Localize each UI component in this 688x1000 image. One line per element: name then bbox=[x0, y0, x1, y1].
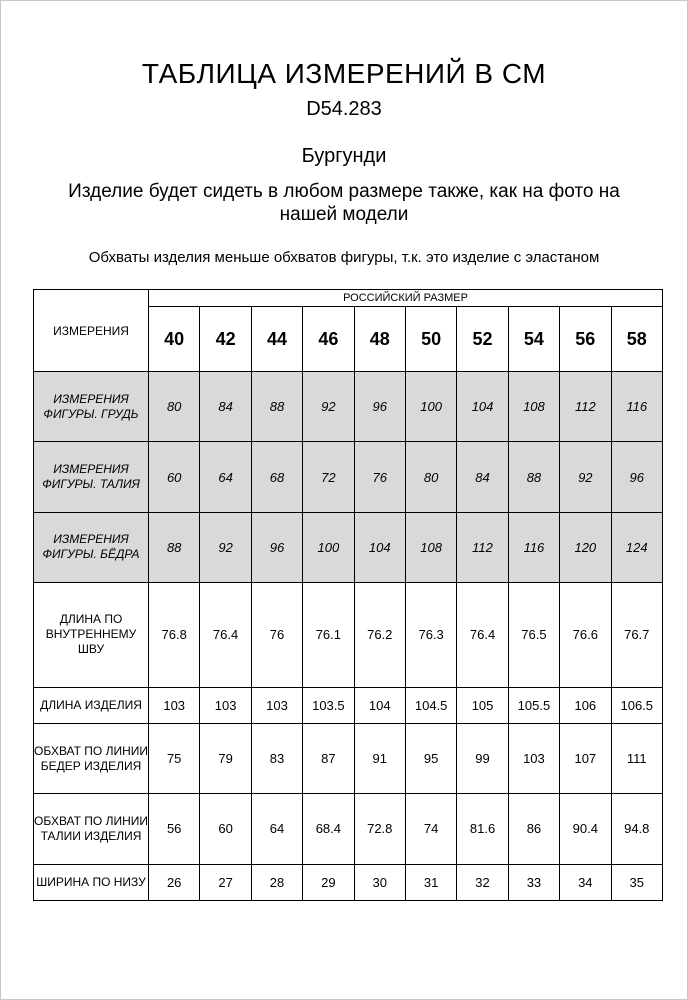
size-header: 52 bbox=[457, 307, 508, 372]
table-cell: 68 bbox=[251, 442, 302, 512]
table-cell: 108 bbox=[405, 512, 456, 582]
table-cell: 80 bbox=[149, 372, 200, 442]
table-cell: 105.5 bbox=[508, 687, 559, 723]
table-cell: 68.4 bbox=[303, 794, 354, 864]
row-label: ИЗМЕРЕНИЯ ФИГУРЫ. ТАЛИЯ bbox=[34, 442, 149, 512]
table-cell: 105 bbox=[457, 687, 508, 723]
table-cell: 99 bbox=[457, 723, 508, 793]
table-cell: 103 bbox=[508, 723, 559, 793]
table-cell: 92 bbox=[200, 512, 251, 582]
table-cell: 76.8 bbox=[149, 583, 200, 687]
table-cell: 91 bbox=[354, 723, 405, 793]
table-cell: 106 bbox=[560, 687, 611, 723]
table-cell: 72.8 bbox=[354, 794, 405, 864]
row-label: ДЛИНА ПО ВНУТРЕННЕМУ ШВУ bbox=[34, 583, 149, 687]
table-cell: 81.6 bbox=[457, 794, 508, 864]
row-label: ОБХВАТ ПО ЛИНИИ ТАЛИИ ИЗДЕЛИЯ bbox=[34, 794, 149, 864]
table-cell: 79 bbox=[200, 723, 251, 793]
article-number: D54.283 bbox=[306, 98, 382, 120]
table-cell: 72 bbox=[303, 442, 354, 512]
table-cell: 76 bbox=[354, 442, 405, 512]
table-row bbox=[34, 723, 663, 793]
table-cell: 88 bbox=[508, 442, 559, 512]
table-cell: 120 bbox=[560, 512, 611, 582]
table-cell: 88 bbox=[149, 512, 200, 582]
table-cell: 116 bbox=[611, 372, 662, 442]
table-row bbox=[34, 687, 663, 723]
color-name: Бургунди bbox=[301, 145, 387, 167]
table-cell: 86 bbox=[508, 794, 559, 864]
table-cell: 111 bbox=[611, 723, 662, 793]
size-table bbox=[33, 289, 663, 901]
table-cell: 87 bbox=[303, 723, 354, 793]
table-cell: 26 bbox=[149, 864, 200, 900]
table-cell: 96 bbox=[354, 372, 405, 442]
table-cell: 103 bbox=[200, 687, 251, 723]
table-cell: 75 bbox=[149, 723, 200, 793]
page-title: ТАБЛИЦА ИЗМЕРЕНИЙ В СМ bbox=[141, 58, 547, 89]
table-cell: 76 bbox=[251, 583, 302, 687]
table-cell: 107 bbox=[560, 723, 611, 793]
table-cell: 80 bbox=[405, 442, 456, 512]
size-header: 54 bbox=[508, 307, 559, 372]
table-cell: 76.4 bbox=[457, 583, 508, 687]
table-cell: 116 bbox=[508, 512, 559, 582]
table-cell: 112 bbox=[457, 512, 508, 582]
table-cell: 76.2 bbox=[354, 583, 405, 687]
table-cell: 34 bbox=[560, 864, 611, 900]
table-cell: 64 bbox=[200, 442, 251, 512]
table-cell: 90.4 bbox=[560, 794, 611, 864]
table-row bbox=[34, 512, 663, 582]
size-header: 58 bbox=[611, 307, 662, 372]
table-cell: 96 bbox=[611, 442, 662, 512]
table-cell: 29 bbox=[303, 864, 354, 900]
table-cell: 106.5 bbox=[611, 687, 662, 723]
table-cell: 104 bbox=[457, 372, 508, 442]
row-label: ИЗМЕРЕНИЯ ФИГУРЫ. БЁДРА bbox=[34, 512, 149, 582]
table-cell: 100 bbox=[303, 512, 354, 582]
table-cell: 76.6 bbox=[560, 583, 611, 687]
table-cell: 33 bbox=[508, 864, 559, 900]
table-row bbox=[34, 583, 663, 687]
elastic-note: Обхваты изделия меньше обхватов фигуры, т.к. это изделие с эластаном bbox=[88, 249, 600, 266]
size-header: 56 bbox=[560, 307, 611, 372]
table-cell: 104 bbox=[354, 512, 405, 582]
table-cell: 60 bbox=[149, 442, 200, 512]
table-cell: 76.3 bbox=[405, 583, 456, 687]
table-row bbox=[34, 372, 663, 442]
table-cell: 92 bbox=[560, 442, 611, 512]
table-cell: 103 bbox=[149, 687, 200, 723]
table-cell: 35 bbox=[611, 864, 662, 900]
table-header-row bbox=[34, 290, 663, 307]
table-cell: 84 bbox=[457, 442, 508, 512]
table-row bbox=[34, 864, 663, 900]
table-cell: 74 bbox=[405, 794, 456, 864]
table-cell: 27 bbox=[200, 864, 251, 900]
table-cell: 76.4 bbox=[200, 583, 251, 687]
row-label: ДЛИНА ИЗДЕЛИЯ bbox=[34, 687, 149, 723]
table-cell: 32 bbox=[457, 864, 508, 900]
table-cell: 88 bbox=[251, 372, 302, 442]
table-cell: 100 bbox=[405, 372, 456, 442]
row-label: ШИРИНА ПО НИЗУ bbox=[34, 864, 149, 900]
table-cell: 83 bbox=[251, 723, 302, 793]
fit-note: Изделие будет сидеть в любом размере также, как на фото на нашей модели bbox=[68, 181, 620, 225]
measurements-header: ИЗМЕРЕНИЯ bbox=[34, 290, 149, 372]
table-cell: 76.1 bbox=[303, 583, 354, 687]
table-cell: 96 bbox=[251, 512, 302, 582]
table-cell: 30 bbox=[354, 864, 405, 900]
table-cell: 31 bbox=[405, 864, 456, 900]
table-cell: 104.5 bbox=[405, 687, 456, 723]
table-cell: 124 bbox=[611, 512, 662, 582]
size-header: 40 bbox=[149, 307, 200, 372]
table-cell: 103 bbox=[251, 687, 302, 723]
table-cell: 94.8 bbox=[611, 794, 662, 864]
size-header: 42 bbox=[200, 307, 251, 372]
table-cell: 104 bbox=[354, 687, 405, 723]
size-header: 48 bbox=[354, 307, 405, 372]
table-cell: 76.7 bbox=[611, 583, 662, 687]
table-cell: 112 bbox=[560, 372, 611, 442]
row-label: ИЗМЕРЕНИЯ ФИГУРЫ. ГРУДЬ bbox=[34, 372, 149, 442]
size-header: 44 bbox=[251, 307, 302, 372]
table-cell: 64 bbox=[251, 794, 302, 864]
table-cell: 60 bbox=[200, 794, 251, 864]
table-cell: 76.5 bbox=[508, 583, 559, 687]
table-row bbox=[34, 794, 663, 864]
table-row bbox=[34, 442, 663, 512]
table-cell: 56 bbox=[149, 794, 200, 864]
table-cell: 84 bbox=[200, 372, 251, 442]
row-label: ОБХВАТ ПО ЛИНИИ БЕДЕР ИЗДЕЛИЯ bbox=[34, 723, 149, 793]
table-cell: 95 bbox=[405, 723, 456, 793]
size-group-header: РОССИЙСКИЙ РАЗМЕР bbox=[149, 290, 663, 307]
table-cell: 92 bbox=[303, 372, 354, 442]
table-cell: 28 bbox=[251, 864, 302, 900]
size-header: 50 bbox=[405, 307, 456, 372]
size-header: 46 bbox=[303, 307, 354, 372]
table-cell: 108 bbox=[508, 372, 559, 442]
table-cell: 103.5 bbox=[303, 687, 354, 723]
